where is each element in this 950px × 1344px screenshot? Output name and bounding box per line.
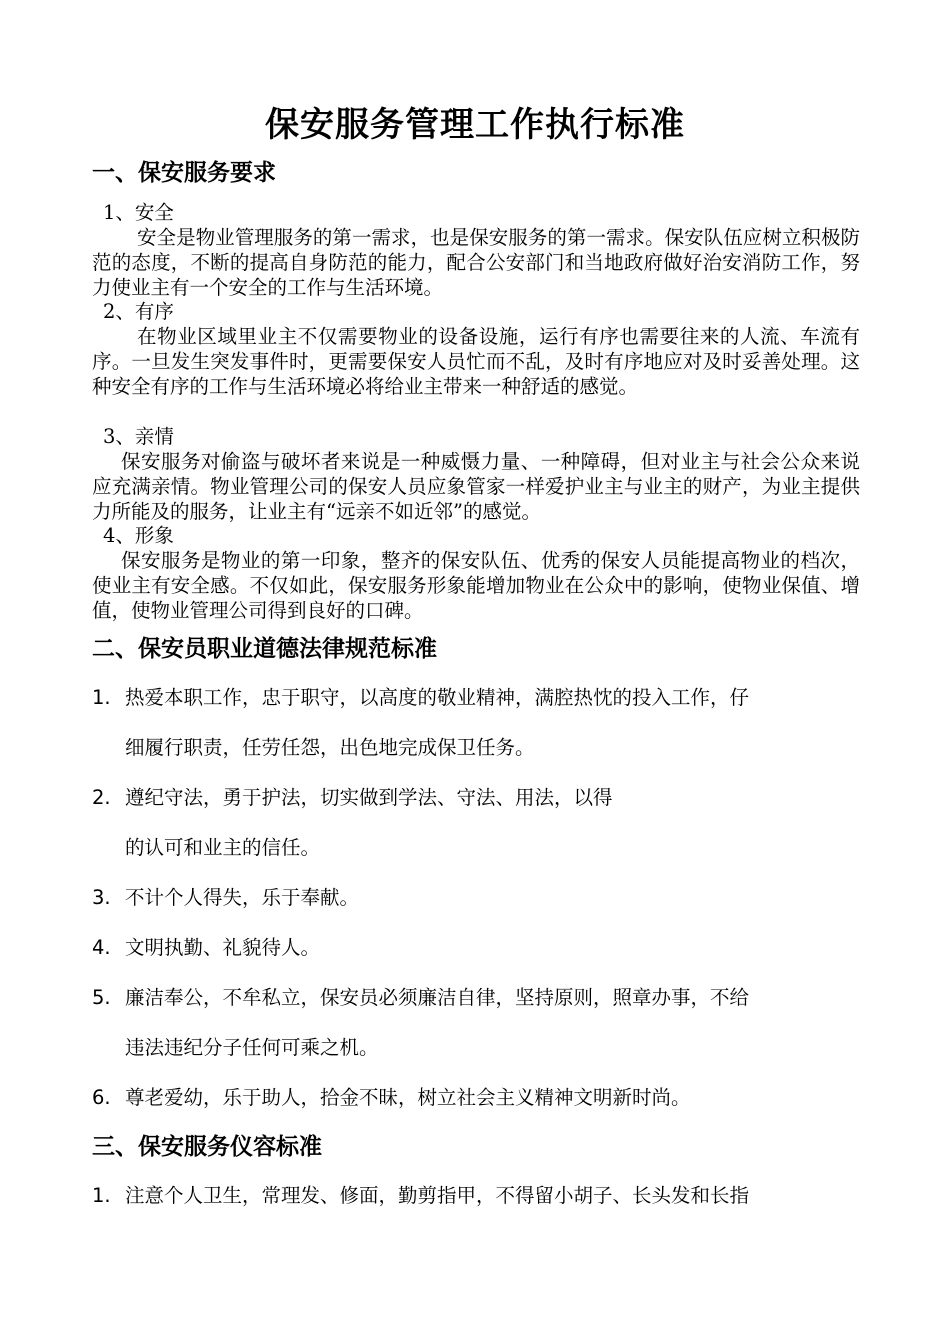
list-item-number: 6. [92, 1086, 111, 1109]
list-item-number: 3. [92, 886, 111, 909]
list-item [92, 873, 860, 923]
list-item-text-continued: 的认可和业主的信任。 [125, 836, 321, 859]
section-2-heading: 二、保安员职业道德法律规范标准 [92, 636, 437, 662]
list-item [92, 1073, 860, 1123]
list-item-number: 5. [92, 986, 111, 1009]
subsection-3-body: 保安服务对偷盗与破坏者来说是一种威慑力量、一种障碍，但对业主与社会公众来说应充满亲情。物业管理公司的保安人员应象管家一样爱护业主与业主的财产，为业主提供力所能及的服务，让业主有“远亲不如近邻”的感觉。 [92, 450, 860, 523]
list-item-number: 4. [92, 936, 111, 959]
subsection-2-label: 2、有序 [103, 300, 174, 323]
section-3-heading: 三、保安服务仪容标准 [92, 1134, 322, 1160]
list-item-text: 尊老爱幼，乐于助人，拾金不昧，树立社会主义精神文明新时尚。 [125, 1086, 691, 1109]
subsection-3-label: 3、亲情 [103, 425, 174, 448]
list-item [92, 923, 860, 973]
list-item [92, 1171, 860, 1221]
list-item-number: 1. [92, 686, 111, 709]
subsection-4-body: 保安服务是物业的第一印象，整齐的保安队伍、优秀的保安人员能提高物业的档次，使业主有安全感。不仅如此，保安服务形象能增加物业在公众中的影响，使物业保值、增值，使物业管理公司得到良好的口碑。 [92, 549, 860, 622]
list-item-text: 热爱本职工作，忠于职守，以高度的敬业精神，满腔热忱的投入工作，仔 [125, 686, 750, 709]
list-item-number: 1. [92, 1184, 111, 1207]
list-item-text: 注意个人卫生，常理发、修面，勤剪指甲，不得留小胡子、长头发和长指 [125, 1184, 750, 1207]
list-item-text: 遵纪守法，勇于护法，切实做到学法、守法、用法，以得 [125, 786, 613, 809]
section-1-heading: 一、保安服务要求 [92, 160, 276, 186]
document-title: 保安服务管理工作执行标准 [265, 105, 685, 145]
list-item-text: 不计个人得失，乐于奉献。 [125, 886, 360, 909]
subsection-4-label: 4、形象 [103, 524, 174, 547]
list-item-text: 廉洁奉公，不牟私立，保安员必须廉洁自律，坚持原则，照章办事，不给 [125, 986, 750, 1009]
list-item [92, 673, 860, 773]
list-item-text-continued: 细履行职责，任劳任怨，出色地完成保卫任务。 [125, 736, 535, 759]
subsection-1-body: 安全是物业管理服务的第一需求，也是保安服务的第一需求。保安队伍应树立积极防范的态度，不断的提高自身防范的能力，配合公安部门和当地政府做好治安消防工作，努力使业主有一个安全的工作与生活环境。 [92, 226, 860, 299]
subsection-1-label: 1、安全 [103, 201, 174, 224]
list-item-text-continued: 违法违纪分子任何可乘之机。 [125, 1036, 379, 1059]
list-item-text: 文明执勤、礼貌待人。 [125, 936, 321, 959]
list-item-number: 2. [92, 786, 111, 809]
list-item [92, 773, 860, 873]
list-item [92, 973, 860, 1073]
subsection-2-body: 在物业区域里业主不仅需要物业的设备设施，运行有序也需要往来的人流、车流有序。一旦发生突发事件时，更需要保安人员忙而不乱，及时有序地应对及时妥善处理。这种安全有序的工作与生活环境必将给业主带来一种舒适的感觉。 [92, 325, 860, 398]
